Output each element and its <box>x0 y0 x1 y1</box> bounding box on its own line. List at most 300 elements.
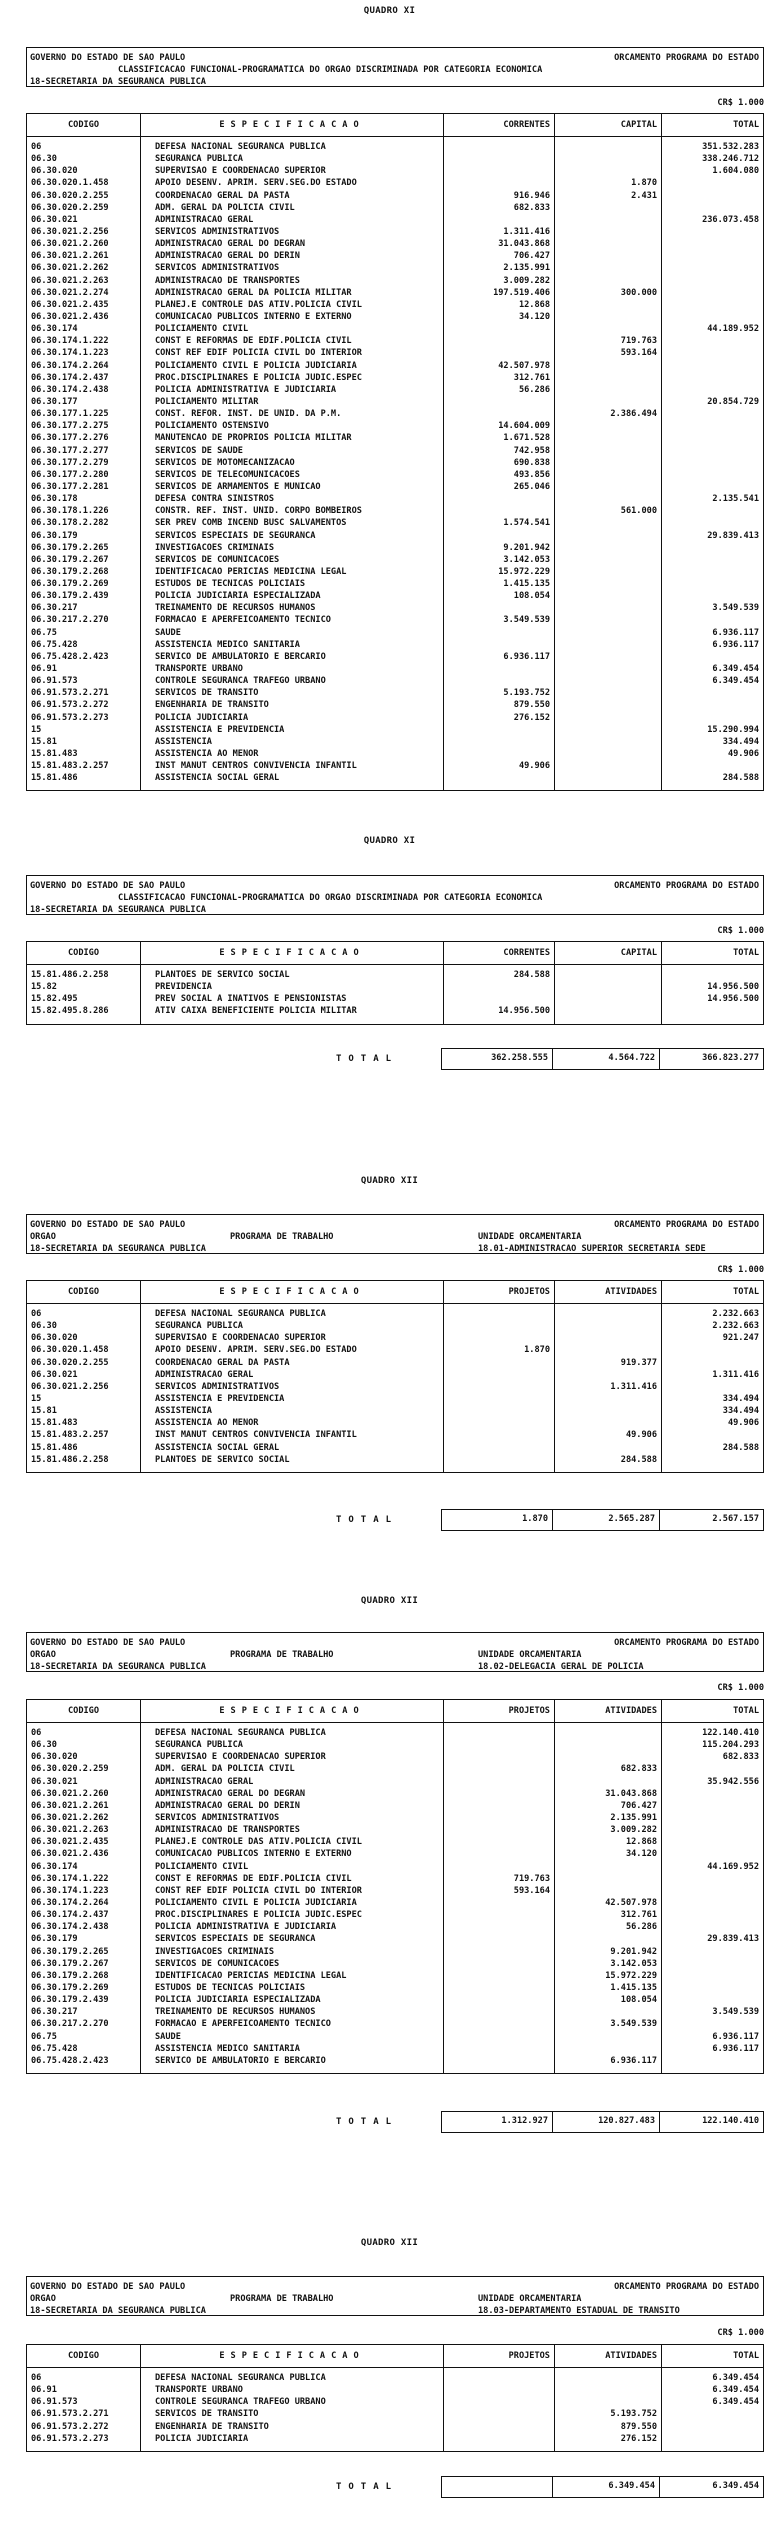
total-cell <box>666 687 759 699</box>
total-cell <box>666 420 759 432</box>
total-cell: 6.349.454 <box>712 2385 759 2396</box>
total-cell: 6.349.454 <box>712 2373 759 2383</box>
total-cell <box>666 1836 759 1848</box>
value-cell-1: 493.856 <box>513 469 550 480</box>
value-cell-1: 593.164 <box>513 1885 550 1896</box>
especificacao-cell: ADMINISTRACAO DE TRANSPORTES <box>155 275 300 286</box>
especificacao-cell: APOIO DESENV. APRIM. SERV.SEG.DO ESTADO <box>155 178 357 189</box>
column-c1 <box>444 137 555 790</box>
especificacao-cell: ASSISTENCIA AO MENOR <box>155 749 259 760</box>
total-cell <box>666 505 759 517</box>
column-total <box>662 2368 763 2451</box>
table-body <box>27 2368 763 2451</box>
total-cell <box>666 1909 759 1921</box>
total-cell: 2.232.663 <box>712 1321 759 1332</box>
value-cell-2 <box>559 1442 657 1454</box>
codigo-cell: 06.30.021.2.262 <box>31 1812 109 1823</box>
codigo-cell: 06.30.021.2.261 <box>31 251 109 262</box>
orcamento-label: ORCAMENTO PROGRAMA DO ESTADO <box>614 2282 759 2292</box>
especificacao-cell: SERVICO DE AMBULATORIO E BERCARIO <box>155 2055 326 2066</box>
column-codigo <box>27 1723 141 2073</box>
codigo-cell: 06.91.573.2.273 <box>31 712 109 723</box>
column-codigo <box>27 965 141 1024</box>
codigo-cell: 06.91 <box>31 2385 57 2396</box>
column-c1 <box>444 965 555 1024</box>
value-cell-2: 31.043.868 <box>605 1788 657 1799</box>
especificacao-cell: CONTROLE SEGURANCA TRAFEGO URBANO <box>155 676 326 687</box>
codigo-cell: 06.30.174.2.438 <box>31 384 109 395</box>
codigo-cell: 06.75.428.2.423 <box>31 651 109 662</box>
value-cell-2 <box>559 675 657 687</box>
codigo-cell: 06.30.179.2.269 <box>31 579 109 590</box>
especificacao-cell: ADMINISTRACAO GERAL DO DEGRAN <box>155 1788 306 1799</box>
value-cell-2: 15.972.229 <box>605 1970 657 1981</box>
total-cell <box>666 1921 759 1933</box>
codigo-cell: 06.75 <box>31 627 57 638</box>
table-header <box>27 1281 763 1304</box>
codigo-cell: 06.91.573.2.272 <box>31 2421 109 2432</box>
codigo-cell: 15.82.495.8.286 <box>31 1006 109 1017</box>
col-codigo: CODIGO <box>27 1700 141 1722</box>
total-cell <box>666 2433 759 2445</box>
total-cell: 44.189.952 <box>707 324 759 335</box>
especificacao-cell: SEGURANCA PUBLICA <box>155 154 243 165</box>
total-cell <box>666 445 759 457</box>
table-header <box>27 942 763 965</box>
especificacao-cell: SERVICOS DE ARMAMENTOS E MUNICAO <box>155 481 321 492</box>
total-cell <box>666 1763 759 1775</box>
value-cell-2 <box>559 445 657 457</box>
especificacao-cell: SEGURANCA PUBLICA <box>155 1321 243 1332</box>
value-cell-1: 690.838 <box>513 457 550 468</box>
value-cell-2 <box>559 238 657 250</box>
codigo-cell: 06.30.174 <box>31 324 78 335</box>
especificacao-cell: SUPERVISAO E COORDENACAO SUPERIOR <box>155 1333 326 1344</box>
especificacao-cell: CONST E REFORMAS DE EDIF.POLICIA CIVIL <box>155 336 352 347</box>
total-cell <box>666 760 759 772</box>
value-cell-1 <box>448 153 550 165</box>
total-cell <box>666 372 759 384</box>
total-projetos: 1.312.927 <box>442 2112 553 2132</box>
total-cell <box>666 712 759 724</box>
total-cell <box>666 614 759 626</box>
currency-unit: CR$ 1.000 <box>717 2328 764 2338</box>
value-cell-1 <box>448 505 550 517</box>
value-cell-1: 6.936.117 <box>503 651 550 662</box>
value-cell-2 <box>559 153 657 165</box>
value-cell-1 <box>448 1788 550 1800</box>
especificacao-cell: ENGENHARIA DE TRANSITO <box>155 700 269 711</box>
especificacao-cell: SER PREV COMB INCEND BUSC SALVAMENTOS <box>155 518 347 529</box>
value-cell-1 <box>448 335 550 347</box>
unidade-label: UNIDADE ORCAMENTARIA <box>478 2294 582 2304</box>
total-atividades: 6.349.454 <box>553 2477 660 2497</box>
total-cell <box>666 1982 759 1994</box>
value-cell-2: 1.870 <box>631 178 657 189</box>
especificacao-cell: ASSISTENCIA E PREVIDENCIA <box>155 724 285 735</box>
total-atividades: 2.565.287 <box>553 1510 660 1530</box>
column-c2 <box>555 137 662 790</box>
total-cell <box>666 1824 759 1836</box>
value-cell-1 <box>448 1405 550 1417</box>
codigo-cell: 06.30.020.2.255 <box>31 1357 109 1368</box>
especificacao-cell: SERVICOS DE COMUNICACOES <box>155 554 280 565</box>
value-cell-1: 2.135.991 <box>503 263 550 274</box>
especificacao-cell: POLICIAMENTO CIVIL <box>155 1861 249 1872</box>
total-cell <box>666 2055 759 2067</box>
col-capital: CAPITAL <box>555 114 662 136</box>
codigo-cell: 06.91.573.2.271 <box>31 688 109 699</box>
value-cell-2 <box>559 1405 657 1417</box>
value-cell-2 <box>559 724 657 736</box>
table-header <box>27 2345 763 2368</box>
value-cell-2 <box>559 614 657 626</box>
codigo-cell: 15.81.486.2.258 <box>31 970 109 980</box>
especificacao-cell: DEFESA NACIONAL SEGURANCA PUBLICA <box>155 2373 326 2383</box>
column-codigo <box>27 137 141 790</box>
programa-label: PROGRAMA DE TRABALHO <box>230 1650 334 1660</box>
value-cell-1: 3.009.282 <box>503 275 550 286</box>
value-cell-2 <box>559 1861 657 1873</box>
value-cell-2 <box>559 712 657 724</box>
value-cell-1: 1.870 <box>524 1345 550 1356</box>
codigo-cell: 06.30 <box>31 1321 57 1332</box>
total-cell: 2.232.663 <box>712 1309 759 1319</box>
codigo-cell: 06.30.174.2.264 <box>31 1897 109 1908</box>
value-cell-2: 593.164 <box>620 348 657 359</box>
header-box <box>26 47 764 87</box>
total-cell <box>666 1357 759 1369</box>
total-cell: 351.532.283 <box>702 142 759 152</box>
codigo-cell: 15.82 <box>31 982 57 993</box>
especificacao-cell: COMUNICACAO PUBLICOS INTERNO E EXTERNO <box>155 1849 352 1860</box>
quadro-title: QUADRO XI <box>363 836 416 846</box>
codigo-cell: 06 <box>31 1728 42 1738</box>
value-cell-2 <box>559 736 657 748</box>
codigo-cell: 06.30.020 <box>31 166 78 177</box>
header-box <box>26 875 764 915</box>
value-cell-1 <box>448 347 550 359</box>
total-cell: 29.839.413 <box>707 1934 759 1945</box>
value-cell-2: 34.120 <box>625 1849 657 1860</box>
especificacao-cell: POLICIA JUDICIARIA <box>155 2433 249 2444</box>
value-cell-1 <box>448 2372 550 2384</box>
value-cell-1 <box>448 1442 550 1454</box>
codigo-cell: 06.30.174 <box>31 1861 78 1872</box>
value-cell-2 <box>559 1739 657 1751</box>
total-row <box>0 2111 779 2133</box>
budget-table <box>26 113 764 791</box>
especificacao-cell: CONST REF EDIF POLICIA CIVIL DO INTERIOR <box>155 1885 362 1896</box>
especificacao-cell: POLICIA ADMINISTRATIVA E JUDICIARIA <box>155 384 337 395</box>
codigo-cell: 06.30.177.2.277 <box>31 445 109 456</box>
especificacao-cell: POLICIAMENTO CIVIL E POLICIA JUDICIARIA <box>155 360 357 371</box>
codigo-cell: 06.30.179 <box>31 530 78 541</box>
codigo-cell: 06.30.179.2.265 <box>31 542 109 553</box>
total-cell: 682.833 <box>722 1752 759 1763</box>
codigo-cell: 06.30.174.1.223 <box>31 348 109 359</box>
especificacao-cell: MANUTENCAO DE PROPRIOS POLICIA MILITAR <box>155 433 352 444</box>
unidade-value: 18.03-DEPARTAMENTO ESTADUAL DE TRANSITO <box>478 2306 680 2316</box>
col-total: TOTAL <box>733 948 759 958</box>
especificacao-cell: SERVICOS DE TRANSITO <box>155 688 259 699</box>
codigo-cell: 06.30.021.2.274 <box>31 287 109 298</box>
value-cell-1: 284.588 <box>513 970 550 980</box>
table-header <box>27 1700 763 1723</box>
especificacao-cell: ADMINISTRACAO DE TRANSPORTES <box>155 1825 300 1836</box>
especificacao-cell: SERVICOS DE SAUDE <box>155 445 243 456</box>
value-cell-2 <box>559 141 657 153</box>
col-codigo: CODIGO <box>27 1281 141 1303</box>
especificacao-cell: SERVICOS ESPECIAIS DE SEGURANCA <box>155 530 316 541</box>
value-cell-1 <box>448 1739 550 1751</box>
especificacao-cell: FORMACAO E APERFEICOAMENTO TECNICO <box>155 2019 331 2030</box>
codigo-cell: 06.30.179.2.439 <box>31 1995 109 2006</box>
codigo-cell: 06.91.573.2.273 <box>31 2433 109 2444</box>
value-cell-2 <box>559 981 657 993</box>
codigo-cell: 15.81.483.2.257 <box>31 761 109 772</box>
value-cell-2 <box>559 1873 657 1885</box>
value-cell-2 <box>559 1320 657 1332</box>
secretaria-label: 18-SECRETARIA DA SEGURANCA PUBLICA <box>30 1662 206 1672</box>
total-cell <box>666 1885 759 1897</box>
codigo-cell: 06 <box>31 1309 42 1319</box>
total-cell <box>666 566 759 578</box>
especificacao-cell: POLICIA JUDICIARIA <box>155 712 249 723</box>
value-cell-1: 916.946 <box>513 190 550 201</box>
total-correntes: 362.258.555 <box>442 1049 553 1069</box>
orcamento-label: ORCAMENTO PROGRAMA DO ESTADO <box>614 1638 759 1648</box>
codigo-cell: 06.75.428 <box>31 2043 78 2054</box>
codigo-cell: 06.30.020 <box>31 1333 78 1344</box>
value-cell-2 <box>559 1417 657 1429</box>
codigo-cell: 06.30.177.2.280 <box>31 469 109 480</box>
column-spec <box>141 2368 444 2451</box>
total-cell <box>666 1800 759 1812</box>
value-cell-1 <box>448 1454 550 1466</box>
column-spec <box>141 1304 444 1472</box>
value-cell-2 <box>559 602 657 614</box>
value-cell-1 <box>448 2043 550 2055</box>
value-cell-2: 108.054 <box>620 1995 657 2006</box>
total-cell: 6.936.117 <box>712 2043 759 2054</box>
col-total: TOTAL <box>733 1706 759 1716</box>
unidade-value: 18.02-DELEGACIA GERAL DE POLICIA <box>478 1662 644 1672</box>
value-cell-1 <box>448 1332 550 1344</box>
column-c2 <box>555 965 662 1024</box>
value-cell-1: 706.427 <box>513 251 550 262</box>
especificacao-cell: TRANSPORTE URBANO <box>155 2385 243 2396</box>
value-cell-1 <box>448 1429 550 1441</box>
value-cell-1 <box>448 1381 550 1393</box>
total-cell <box>666 481 759 493</box>
especificacao-cell: DEFESA CONTRA SINISTROS <box>155 494 274 505</box>
especificacao-cell: ESTUDOS DE TECNICAS POLICIAIS <box>155 579 306 590</box>
especificacao-cell: TRANSPORTE URBANO <box>155 664 243 675</box>
classification-label: CLASSIFICACAO FUNCIONAL-PROGRAMATICA DO ORGAO DISCRIMINADA POR CATEGORIA ECONOMICA <box>118 65 543 75</box>
col-atividades: ATIVIDADES <box>555 1700 662 1722</box>
total-grand: 6.349.454 <box>712 2481 759 2491</box>
especificacao-cell: SUPERVISAO E COORDENACAO SUPERIOR <box>155 1752 326 1763</box>
orcamento-label: ORCAMENTO PROGRAMA DO ESTADO <box>614 1220 759 1230</box>
total-cell: 35.942.556 <box>707 1776 759 1787</box>
value-cell-1 <box>448 141 550 153</box>
value-cell-1 <box>448 214 550 226</box>
value-cell-2: 42.507.978 <box>605 1897 657 1908</box>
value-cell-2 <box>559 226 657 238</box>
value-cell-2 <box>559 2031 657 2043</box>
column-c2 <box>555 1304 662 1472</box>
codigo-cell: 06.30.178.2.282 <box>31 518 109 529</box>
value-cell-1: 49.906 <box>518 761 550 772</box>
orgao-label: ORGAO <box>30 1650 56 1660</box>
currency-unit: CR$ 1.000 <box>717 98 764 108</box>
especificacao-cell: ASSISTENCIA SOCIAL GERAL <box>155 1442 280 1453</box>
budget-table <box>26 941 764 1025</box>
total-cell <box>666 469 759 481</box>
especificacao-cell: POLICIA ADMINISTRATIVA E JUDICIARIA <box>155 1922 337 1933</box>
value-cell-1 <box>448 1800 550 1812</box>
value-cell-2 <box>559 262 657 274</box>
value-cell-2 <box>559 517 657 529</box>
value-cell-1: 1.574.541 <box>503 518 550 529</box>
value-cell-1 <box>448 1946 550 1958</box>
especificacao-cell: IDENTIFICACAO PERICIAS MEDICINA LEGAL <box>155 1970 347 1981</box>
codigo-cell: 06.30.178 <box>31 494 78 505</box>
value-cell-1: 742.958 <box>513 445 550 456</box>
total-label: TOTAL <box>335 2117 399 2127</box>
total-cell: 334.494 <box>722 1406 759 1417</box>
codigo-cell: 06.30.174.1.223 <box>31 1885 109 1896</box>
especificacao-cell: SERVICOS ESPECIAIS DE SEGURANCA <box>155 1934 316 1945</box>
value-cell-1: 276.152 <box>513 712 550 723</box>
total-cell <box>666 699 759 711</box>
especificacao-cell: PREV SOCIAL A INATIVOS E PENSIONISTAS <box>155 994 347 1005</box>
programa-label: PROGRAMA DE TRABALHO <box>230 1232 334 1242</box>
total-cell <box>666 1958 759 1970</box>
value-cell-2: 56.286 <box>625 1922 657 1933</box>
especificacao-cell: SERVICOS ADMINISTRATIVOS <box>155 263 280 274</box>
total-projetos <box>442 2477 553 2497</box>
total-cell: 49.906 <box>727 1418 759 1429</box>
value-cell-1 <box>448 2421 550 2433</box>
value-cell-2: 9.201.942 <box>610 1946 657 1957</box>
col-projetos: PROJETOS <box>444 1281 555 1303</box>
total-cell <box>666 590 759 602</box>
total-cell <box>666 542 759 554</box>
secretaria-label: 18-SECRETARIA DA SEGURANCA PUBLICA <box>30 77 206 87</box>
budget-table <box>26 1280 764 1473</box>
value-cell-2 <box>559 1369 657 1381</box>
value-cell-2 <box>559 530 657 542</box>
total-cell: 6.349.454 <box>712 664 759 675</box>
total-cell: 6.936.117 <box>712 639 759 650</box>
value-cell-2: 49.906 <box>625 1430 657 1441</box>
value-cell-2 <box>559 760 657 772</box>
value-cell-2 <box>559 165 657 177</box>
value-cell-2 <box>559 1332 657 1344</box>
col-codigo: CODIGO <box>27 942 141 964</box>
especificacao-cell: SERVICOS ADMINISTRATIVOS <box>155 226 280 237</box>
codigo-cell: 06.30.178.1.226 <box>31 506 109 517</box>
col-especificacao: ESPECIFICACAO <box>141 114 444 136</box>
value-cell-1 <box>448 1812 550 1824</box>
especificacao-cell: SERVICOS DE TELECOMUNICACOES <box>155 469 300 480</box>
value-cell-1 <box>448 1776 550 1788</box>
total-grand: 122.140.410 <box>702 2116 759 2126</box>
value-cell-1 <box>448 1933 550 1945</box>
value-cell-1 <box>448 1897 550 1909</box>
col-correntes: CORRENTES <box>444 942 555 964</box>
value-cell-1 <box>448 1909 550 1921</box>
value-cell-2 <box>559 969 657 981</box>
total-cell: 3.549.539 <box>712 603 759 614</box>
col-codigo: CODIGO <box>27 114 141 136</box>
programa-label: PROGRAMA DE TRABALHO <box>230 2294 334 2304</box>
value-cell-1 <box>448 639 550 651</box>
codigo-cell: 06.91 <box>31 664 57 675</box>
codigo-cell: 06.91.573 <box>31 2397 78 2408</box>
codigo-cell: 15.81.483 <box>31 749 78 760</box>
codigo-cell: 06.30.021 <box>31 1369 78 1380</box>
total-cell: 2.135.541 <box>712 494 759 505</box>
especificacao-cell: ASSISTENCIA AO MENOR <box>155 1418 259 1429</box>
value-cell-2 <box>559 360 657 372</box>
especificacao-cell: POLICIAMENTO OSTENSIVO <box>155 421 269 432</box>
codigo-cell: 15.82.495 <box>31 994 78 1005</box>
unidade-value: 18.01-ADMINISTRACAO SUPERIOR SECRETARIA SEDE <box>478 1244 706 1254</box>
especificacao-cell: POLICIA JUDICIARIA ESPECIALIZADA <box>155 591 321 602</box>
codigo-cell: 06.30.217 <box>31 603 78 614</box>
total-cell <box>666 238 759 250</box>
codigo-cell: 15.81.486.2.258 <box>31 1454 109 1465</box>
value-cell-2 <box>559 1776 657 1788</box>
value-cell-2 <box>559 993 657 1005</box>
especificacao-cell: ENGENHARIA DE TRANSITO <box>155 2421 269 2432</box>
total-cell <box>666 1429 759 1441</box>
codigo-cell: 06.30 <box>31 154 57 165</box>
total-grand: 366.823.277 <box>702 1053 759 1063</box>
especificacao-cell: SERVICO DE AMBULATORIO E BERCARIO <box>155 651 326 662</box>
total-cell <box>666 360 759 372</box>
codigo-cell: 06.30.174.1.222 <box>31 1873 109 1884</box>
value-cell-2 <box>559 1308 657 1320</box>
total-cell: 6.936.117 <box>712 627 759 638</box>
codigo-cell: 06.30.021.2.260 <box>31 1788 109 1799</box>
especificacao-cell: PROC.DISCIPLINARES E POLICIA JUDIC.ESPEC <box>155 1910 362 1921</box>
value-cell-1 <box>448 408 550 420</box>
especificacao-cell: ADM. GERAL DA POLICIA CIVIL <box>155 202 295 213</box>
especificacao-cell: ADMINISTRACAO GERAL <box>155 1776 254 1787</box>
codigo-cell: 06.30.174.2.437 <box>31 1910 109 1921</box>
value-cell-1 <box>448 396 550 408</box>
value-cell-2 <box>559 432 657 444</box>
total-cell <box>666 190 759 202</box>
value-cell-2: 276.152 <box>620 2433 657 2444</box>
value-cell-2: 2.431 <box>631 190 657 201</box>
especificacao-cell: CONST. REFOR. INST. DE UNID. DA P.M. <box>155 409 342 420</box>
column-total <box>662 1723 763 2073</box>
govt-label: GOVERNO DO ESTADO DE SAO PAULO <box>30 53 186 63</box>
codigo-cell: 06.30.020.2.255 <box>31 190 109 201</box>
total-label: TOTAL <box>335 2482 399 2492</box>
govt-label: GOVERNO DO ESTADO DE SAO PAULO <box>30 881 186 891</box>
total-cell: 15.290.994 <box>707 724 759 735</box>
col-especificacao: ESPECIFICACAO <box>141 942 444 964</box>
value-cell-2: 5.193.752 <box>610 2409 657 2420</box>
column-c2 <box>555 2368 662 2451</box>
header-box <box>26 2276 764 2316</box>
